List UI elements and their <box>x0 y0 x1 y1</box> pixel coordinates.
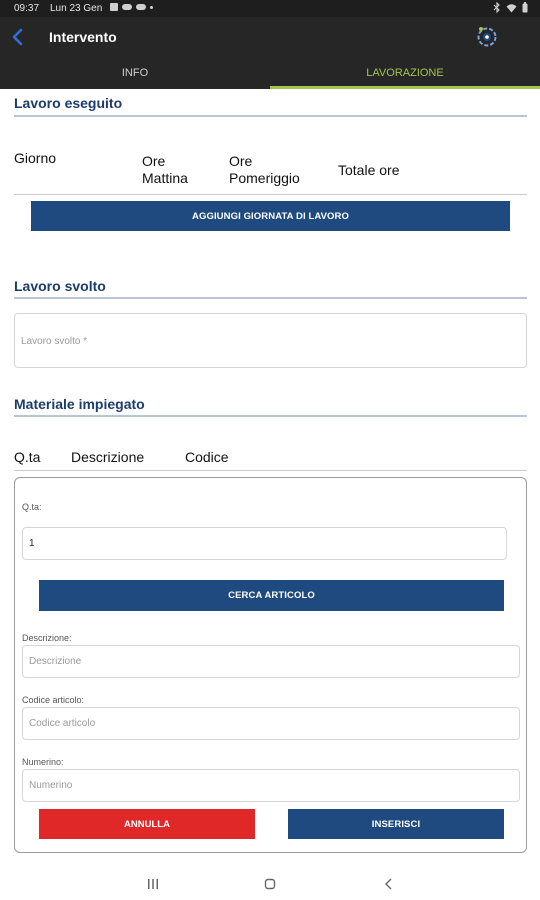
tab-info[interactable]: INFO <box>121 67 149 79</box>
image-icon <box>110 3 118 11</box>
app-bar <box>0 17 540 57</box>
section-divider <box>14 415 527 417</box>
status-date: Lun 23 Gen <box>50 3 103 14</box>
column-header-line: Ore <box>142 153 166 169</box>
column-header-codice: Codice <box>185 449 229 465</box>
battery-icon <box>522 2 528 13</box>
descrizione-input[interactable] <box>22 645 520 678</box>
table-divider <box>14 194 527 195</box>
tab-lavorazione[interactable]: LAVORAZIONE <box>270 57 540 89</box>
section-divider <box>14 297 527 299</box>
insert-button[interactable]: INSERISCI <box>288 809 504 839</box>
cloud-icon <box>122 4 132 10</box>
column-header-giorno <box>14 150 56 167</box>
back-arrow-icon[interactable] <box>6 25 30 49</box>
column-header-line: Totale ore <box>338 162 400 178</box>
cloud-icon <box>136 4 146 10</box>
system-icons <box>493 2 528 13</box>
recent-apps-icon[interactable] <box>145 876 161 892</box>
column-header-totale-ore <box>338 162 399 179</box>
section-title-lavoro-svolto: Lavoro svolto <box>14 278 106 294</box>
section-divider <box>14 115 527 117</box>
numerino-input[interactable] <box>22 769 520 802</box>
section-title-lavoro-eseguito: Lavoro eseguito <box>14 95 123 111</box>
add-work-day-button[interactable]: AGGIUNGI GIORNATA DI LAVORO <box>31 201 510 231</box>
column-header-line: Pomeriggio <box>229 170 300 186</box>
column-header-ore-pomeriggio <box>229 153 300 187</box>
back-nav-icon[interactable] <box>381 876 397 892</box>
table-divider <box>14 470 527 471</box>
qta-input[interactable] <box>22 527 507 560</box>
descrizione-label: Descrizione: <box>22 633 72 643</box>
numerino-label: Numerino: <box>22 757 64 767</box>
status-bar <box>0 0 540 17</box>
sync-icon[interactable] <box>474 24 500 50</box>
qta-label: Q.ta: <box>22 502 42 512</box>
more-dot-icon <box>150 6 153 9</box>
page-title: Intervento <box>49 29 117 45</box>
notification-icons <box>110 3 153 11</box>
column-header-ore-mattina <box>142 153 188 187</box>
column-header-descrizione: Descrizione <box>71 449 145 465</box>
column-header-qta: Q.ta <box>14 449 41 465</box>
lavoro-svolto-textarea[interactable] <box>14 313 527 368</box>
tab-bar <box>0 57 540 89</box>
status-time: 09:37 <box>14 3 40 14</box>
cancel-button[interactable]: ANNULLA <box>39 809 255 839</box>
column-header-line: Mattina <box>142 170 188 186</box>
codice-articolo-input[interactable] <box>22 707 520 740</box>
home-icon[interactable] <box>262 876 278 892</box>
bluetooth-icon <box>493 2 501 13</box>
material-form-card <box>14 477 527 853</box>
section-title-materiale-impiegato: Materiale impiegato <box>14 396 145 412</box>
wifi-icon <box>506 3 517 13</box>
column-header-line: Giorno <box>14 150 57 166</box>
codice-articolo-label: Codice articolo: <box>22 695 85 705</box>
system-nav-bar <box>0 868 540 900</box>
column-header-line: Ore <box>229 153 253 169</box>
search-article-button[interactable]: CERCA ARTICOLO <box>39 580 504 611</box>
